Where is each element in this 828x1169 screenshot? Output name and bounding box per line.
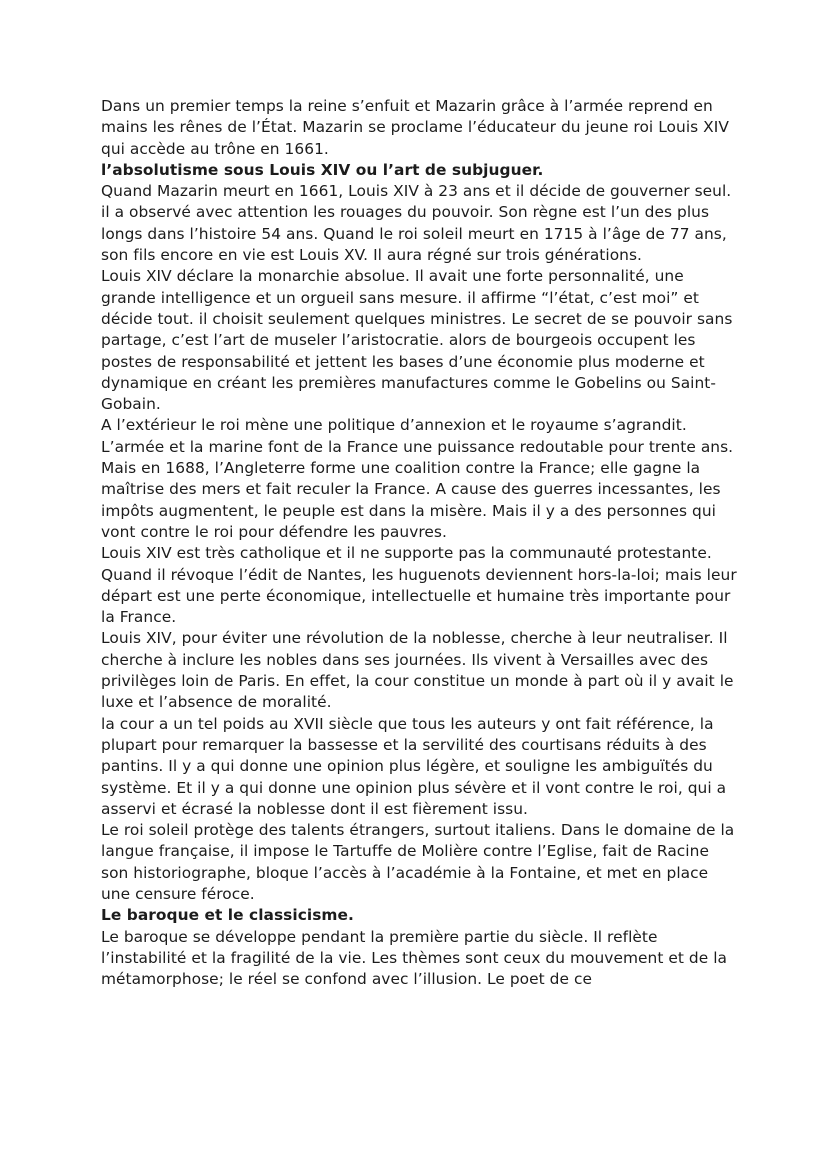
- paragraph-politique-exterieure: A l’extérieur le roi mène une politique d’annexion et le royaume s’agrandit. L’armée et la marine font de la France une puissance redoutable pour trente ans. Mais en 1688, l’Angleterre forme une coalition contre la France; elle gagne la maîtrise des mers et fait reculer la France. A cause des guerres incessantes, les impôts augmentent, le peuple est dans la misère. Mais il y a des personnes qui vont contre le roi pour défendre les pauvres.: [101, 416, 734, 541]
- paragraph-roi-soleil: Le roi soleil protège des talents étrangers, surtout italiens. Dans le domaine de la langue française, il impose le Tartuffe de Molière contre l’Eglise, fait de Racine son historiographe, bloque l’accès à l’académie à la Fontaine, et met en place une censure féroce.: [101, 821, 735, 903]
- heading-absolutisme: l’absolutisme sous Louis XIV ou l’art de subjuguer.: [101, 160, 544, 179]
- paragraph-noblesse: Louis XIV, pour éviter une révolution de la noblesse, cherche à leur neutraliser. Il cherche à inclure les nobles dans ses journées. Ils vivent à Versailles avec des privilèges loin de Paris. En effet, la cour constitue un monde à part où il y avait le luxe et l’absence de moralité.: [101, 629, 734, 712]
- paragraph-la-cour: la cour a un tel poids au XVII siècle que tous les auteurs y ont fait référence, la plupart pour remarquer la bassesse et la servilité des courtisans réduits à des pantins. Il y a qui donne une opinion plus légère, et souligne les ambiguïtés du système. Et il y a qui donne une opinion plus sévère et il vont contre le roi, qui a asservi et écrasé la noblesse dont il est fièrement issu.: [101, 714, 727, 818]
- heading-baroque-classicisme: Le baroque et le classicisme.: [101, 906, 354, 925]
- paragraph-mazarin-death: Quand Mazarin meurt en 1661, Louis XIV à 23 ans et il décide de gouverner seul. il a observé avec attention les rouages du pouvoir. Son règne est l’un des plus longs dans l’histoire 54 ans. Quand le roi soleil meurt en 1715 à l’âge de 77 ans, son fils encore en vie est Louis XV. Il aura régné sur trois générations.: [101, 182, 732, 265]
- document-page: [101, 96, 741, 990]
- paragraph-monarchie-absolue: Louis XIV déclare la monarchie absolue. Il avait une forte personnalité, une grande intelligence et un orgueil sans mesure. il affirme “l’état, c’est moi” et décide tout. il choisit seulement quelques ministres. Le secret de se pouvoir sans partage, c’est l’art de museler l’aristocratie. alors de bourgeois occupent les postes de responsabilité et jettent les bases d’une économie plus moderne et dynamique en créant les premières manufactures comme le Gobelins ou Saint-Gobain.: [101, 267, 733, 414]
- paragraph-intro: Dans un premier temps la reine s’enfuit et Mazarin grâce à l’armée reprend en mains les rênes de l’État. Mazarin se proclame l’éducateur du jeune roi Louis XIV qui accède au trône en 1661.: [101, 97, 729, 158]
- paragraph-baroque: Le baroque se développe pendant la première partie du siècle. Il reflète l’instabilité et la fragilité de la vie. Les thèmes sont ceux du mouvement et de la métamorphose; le réel se confond avec l’illusion. Le poet de ce: [101, 927, 728, 989]
- paragraph-edit-de-nantes: Louis XIV est très catholique et il ne supporte pas la communauté protestante. Quand il révoque l’édit de Nantes, les huguenots deviennent hors-la-loi; mais leur départ est une perte économique, intellectuelle et humaine très importante pour la France.: [101, 544, 737, 627]
